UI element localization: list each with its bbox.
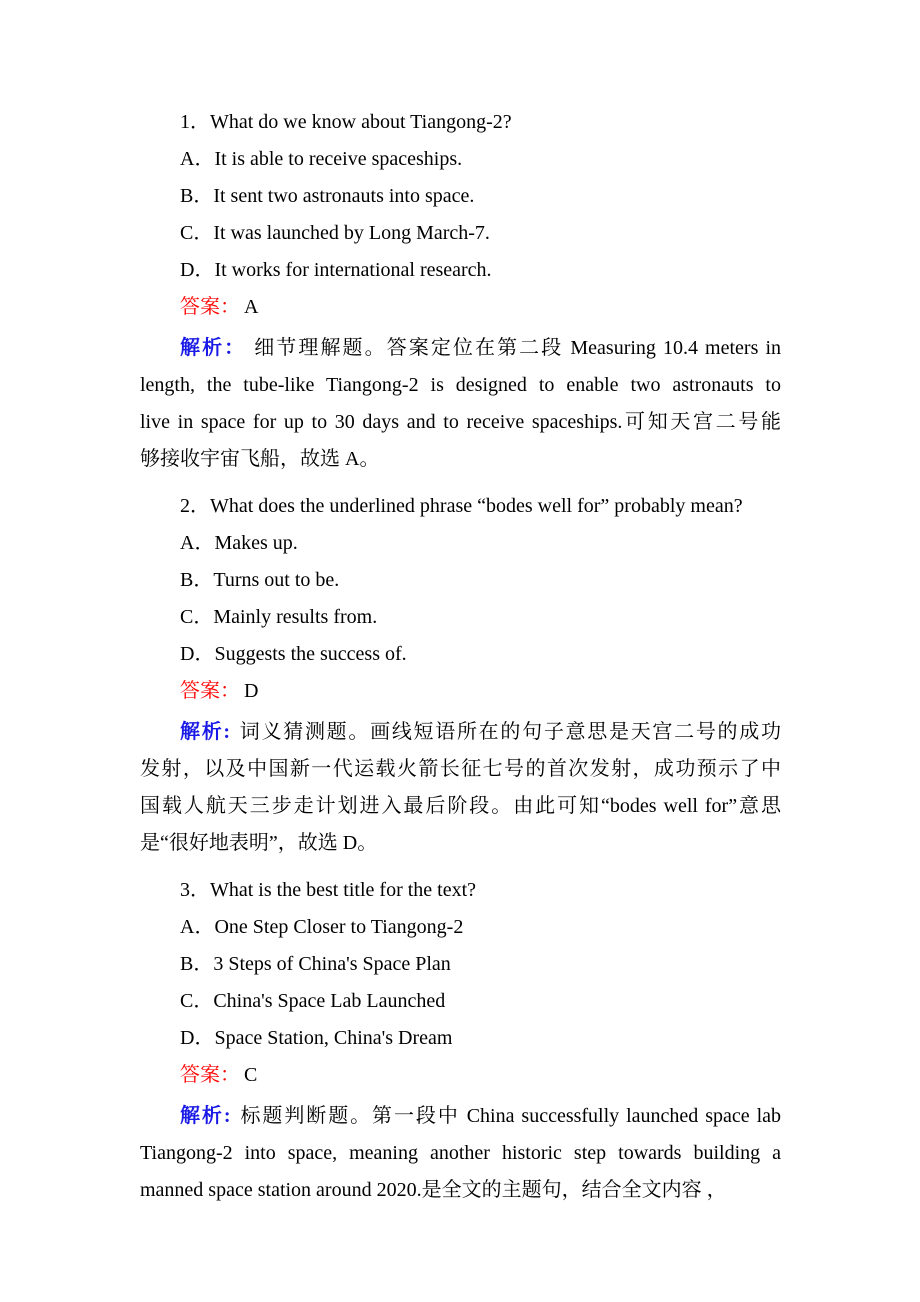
analysis-text: 词义猜测题。画线短语所在的句子意思是天宫二号的成功 (238, 721, 781, 743)
analysis-line: Tiangong-2 into space, meaning another historic step towards building a (140, 1142, 781, 1164)
question-block-2 (140, 488, 781, 862)
question-block-1 (140, 104, 781, 478)
option-d: D．It works for international research. (180, 259, 492, 281)
question-text: 1．What do we know about Tiangong-2? (180, 111, 512, 133)
option-c: C．Mainly results from. (180, 606, 378, 628)
analysis-text: 标题判断题。第一段中 China successfully launched space lab (238, 1105, 781, 1127)
question-block-3 (140, 872, 781, 1209)
option-b: B．Turns out to be. (180, 569, 340, 591)
option-b: B．It sent two astronauts into space. (180, 185, 475, 207)
analysis-line: 够接收宇宙飞船，故选 A。 (140, 448, 380, 470)
analysis-paragraph (140, 714, 781, 862)
option-c: C．It was launched by Long March-7. (180, 222, 490, 244)
answer-label: 答案： (180, 296, 240, 318)
analysis-line (140, 330, 781, 367)
answer-line (140, 289, 781, 326)
analysis-line: 国载人航天三步走计划进入最后阶段。由此可知“bodes well for”意思 (140, 795, 781, 817)
analysis-line: length, the tube-like Tiangong-2 is designed to enable two astronauts to (140, 374, 781, 396)
option-c: C．China's Space Lab Launched (180, 990, 446, 1012)
analysis-text: 细节理解题。答案定位在第二段 Measuring 10.4 meters in (254, 337, 782, 359)
answer-line (140, 1057, 781, 1094)
answer-label: 答案： (180, 680, 240, 702)
question-text: 2．What does the underlined phrase “bodes well for” probably mean? (180, 495, 743, 517)
analysis-line: 是“很好地表明”，故选 D。 (140, 832, 378, 854)
option-a: A．Makes up. (180, 532, 298, 554)
answer-value: C (244, 1064, 258, 1086)
analysis-label: 解析: (180, 721, 231, 743)
analysis-line: manned space station around 2020.是全文的主题句，结合全文内容 ， (140, 1179, 727, 1201)
answer-line (140, 673, 781, 710)
answer-value: D (244, 680, 259, 702)
option-d: D．Suggests the success of. (180, 643, 407, 665)
analysis-line (140, 714, 781, 751)
analysis-label: 解析: (180, 1105, 231, 1127)
analysis-line (140, 1098, 781, 1135)
analysis-label: 解析： (180, 337, 247, 359)
option-a: A．It is able to receive spaceships. (180, 148, 463, 170)
analysis-line: live in space for up to 30 days and to receive spaceships.可知天宫二号能 (140, 411, 781, 433)
question-text: 3．What is the best title for the text? (180, 879, 477, 901)
option-d: D．Space Station, China's Dream (180, 1027, 453, 1049)
option-b: B．3 Steps of China's Space Plan (180, 953, 451, 975)
analysis-paragraph (140, 1098, 781, 1209)
answer-label: 答案： (180, 1064, 240, 1086)
analysis-paragraph (140, 330, 781, 478)
analysis-line: 发射，以及中国新一代运载火箭长征七号的首次发射，成功预示了中 (140, 758, 781, 780)
answer-value: A (244, 296, 259, 318)
option-a: A．One Step Closer to Tiangong-2 (180, 916, 464, 938)
